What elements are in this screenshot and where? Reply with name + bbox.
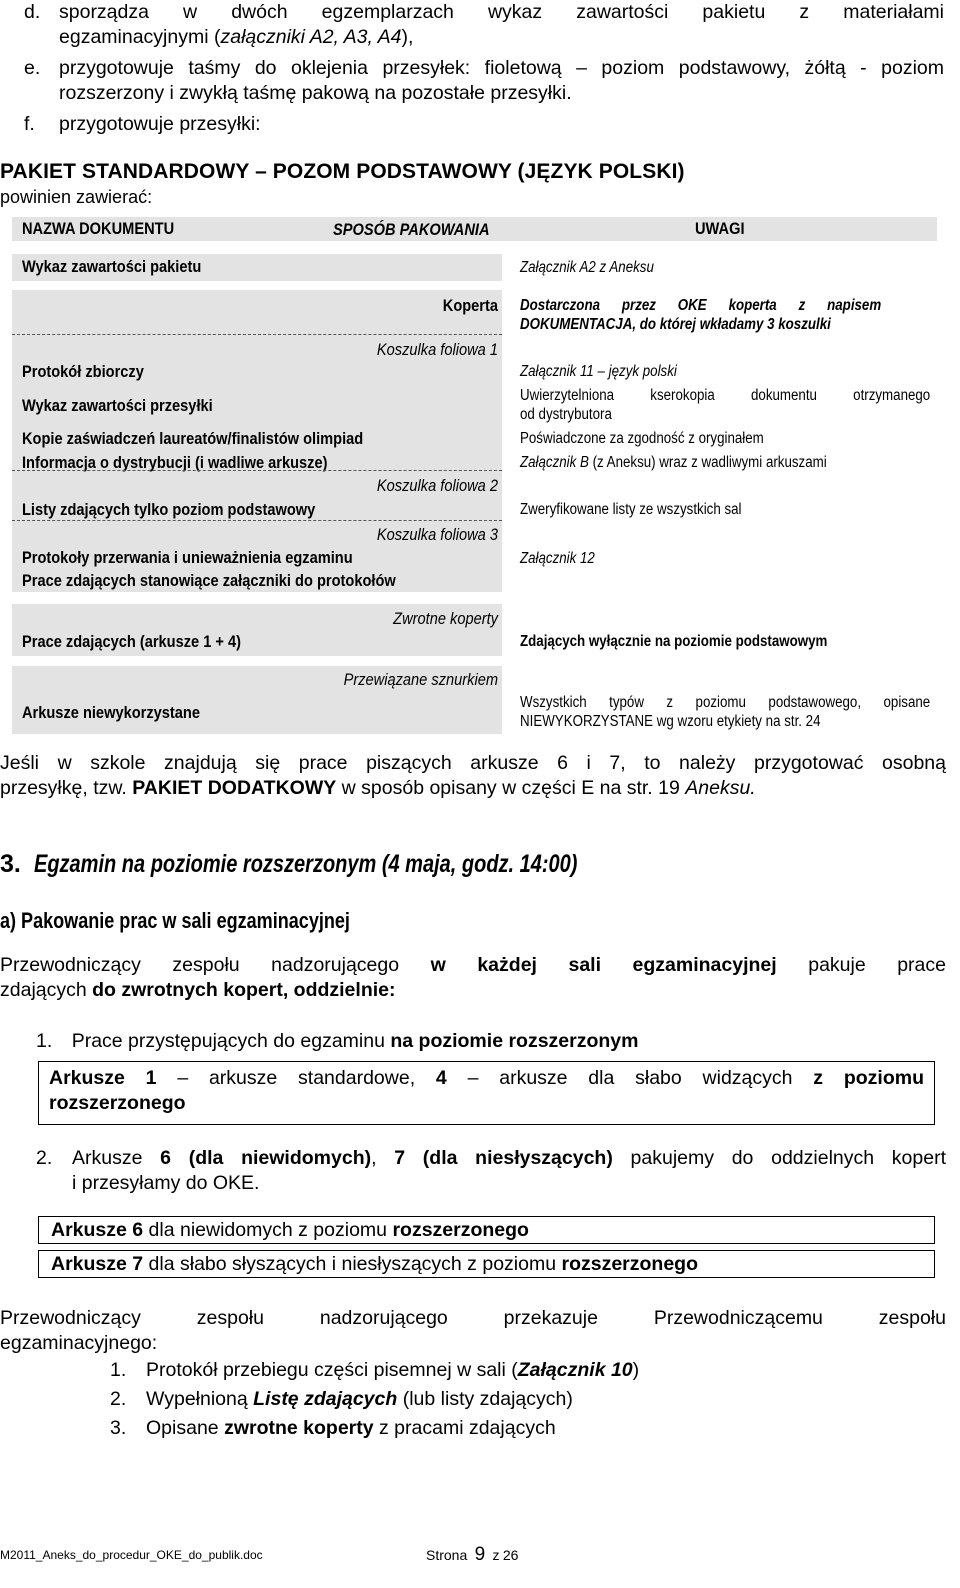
after-table-paragraph [0, 751, 946, 801]
note-text: Załącznik 11 – język polski [520, 363, 677, 380]
text-part: przesyłkę, tzw. [0, 777, 133, 799]
footer-filename: M2011_Aneks_do_procedur_OKE_do_publik.doc [0, 1548, 263, 1562]
text-part: , [371, 1147, 395, 1169]
row-wykaz: Wykaz zawartości pakietu [22, 257, 202, 276]
list-text: przygotowuje taśmy do oklejenia przesyłek: fioletową – poziom podstawowy, żółtą - poziom [59, 57, 944, 79]
text-part: dla słabo słyszących i niesłyszących z poziomu [143, 1253, 562, 1275]
paragraph-line: Przewodniczący zespołu nadzorującego przekazuje Przewodniczącemu zespołu [0, 1307, 946, 1329]
list-item-d-cont [59, 25, 944, 50]
text-part: – arkusze standardowe, [156, 1067, 436, 1089]
text-part: pakujemy do oddzielnych kopert [612, 1147, 947, 1169]
section-3-heading [0, 850, 713, 879]
text-part: Arkusze [72, 1147, 161, 1169]
divider [12, 520, 502, 521]
list-item-e-cont [59, 81, 944, 106]
text-part: – arkusze dla słabo widzących [446, 1067, 814, 1089]
text-bold: rozszerzonego [561, 1253, 699, 1275]
page-label: Strona [426, 1547, 468, 1563]
text-bold-italic: Załącznik 10 [517, 1359, 633, 1381]
text-bold: 7 (dla niesłyszących) [394, 1147, 613, 1169]
box-line: rozszerzonego [49, 1092, 186, 1114]
row-protokoly: Protokoły przerwania i unieważnienia egzaminu [22, 548, 353, 567]
list-text-part: egzaminacyjnymi ( [59, 26, 221, 48]
text-part: pakuje prace [776, 954, 946, 976]
text-bold: do zwrotnych kopert, oddzielnie: [92, 979, 396, 1001]
note-wykaz [520, 258, 881, 277]
note-text-italic: Załącznik B [520, 454, 589, 471]
note-prace: Zdających wyłącznie na poziomie podstawowym [520, 633, 828, 650]
page-number: 9 [474, 1544, 486, 1565]
list-label: f. [24, 113, 35, 135]
list-label: e. [24, 57, 41, 79]
item-number: 1. [36, 1030, 53, 1052]
row-kopie: Kopie zaświadczeń laureatów/finalistów olimpiad [22, 429, 364, 448]
text-bold: 4 [435, 1067, 447, 1089]
item-number: 2. [110, 1388, 127, 1410]
row-prace-zal: Prace zdających stanowiące załączniki do protokołów [22, 571, 396, 590]
row-informacja: Informacja o dystrybucji (i wadliwe arkusze) [22, 453, 328, 472]
row-koszulka-3: Koszulka foliowa 3 [376, 525, 498, 544]
subsection-title: a) Pakowanie prac w sali egzaminacyjnej [0, 908, 350, 933]
text-part: dla niewidomych z poziomu [143, 1219, 393, 1241]
note-listy: Zweryfikowane listy ze wszystkich sal [520, 501, 742, 518]
item-2 [36, 1146, 946, 1196]
list-text-part: ), [401, 26, 414, 48]
text-bold: Arkusze 1 [49, 1067, 157, 1089]
list-item-d [24, 0, 944, 25]
note-text: Uwierzytelniona kserokopia dokumentu otrzymanego [520, 387, 931, 404]
text-bold: zwrotne koperty [224, 1417, 374, 1439]
header-name: NAZWA DOKUMENTU [22, 219, 175, 238]
header-notes: UWAGI [695, 219, 745, 238]
instructions-list [24, 0, 944, 137]
note-kopie: Poświadczone za zgodność z oryginałem [520, 430, 764, 447]
handover-item [110, 1387, 639, 1416]
text-part: w sposób opisany w części E na str. 19 [336, 777, 686, 799]
text-bold: 6 (dla niewidomych) [160, 1147, 372, 1169]
row-listy: Listy zdających tylko poziom podstawowy [22, 500, 316, 519]
text-part: ) [632, 1359, 640, 1381]
section-number: 3. [0, 850, 21, 878]
note-text: NIEWYKORZYSTANE wg wzoru etykiety na str. 24 [520, 713, 821, 730]
note-wykaz-przesylki [520, 386, 940, 424]
row-prace: Prace zdających (arkusze 1 + 4) [22, 632, 242, 651]
note-text: Dostarczona przez OKE koperta z napisem [520, 297, 882, 314]
item-number: 1. [110, 1359, 127, 1381]
handover-list [110, 1358, 639, 1445]
note-koperta [520, 296, 940, 334]
list-text: rozszerzony i zwykłą taśmę pakową na pozostałe przesyłki. [59, 82, 572, 104]
paragraph-line [0, 776, 946, 801]
section-title: Egzamin na poziomie rozszerzonym (4 maja, godz. 14:00) [33, 850, 578, 878]
row-zwrotne: Zwrotne koperty [393, 609, 498, 628]
text-bold-italic: Listę zdających [253, 1388, 398, 1410]
item-2-line [36, 1146, 946, 1171]
note-text: DOKUMENTACJA, do której wkładamy 3 koszulki [520, 316, 831, 333]
paragraph-line [0, 978, 946, 1003]
list-label: d. [24, 1, 41, 23]
list-item-e [24, 56, 944, 81]
item-text [72, 1146, 946, 1171]
row-protokol: Protokół zbiorczy [22, 362, 144, 381]
item-text: i przesyłamy do OKE. [72, 1172, 260, 1194]
text-bold: PAKIET DODATKOWY [132, 777, 337, 799]
text-bold: na poziomie rozszerzonym [390, 1030, 639, 1052]
box-arkusze-6 [38, 1216, 935, 1244]
section-3a-heading [0, 908, 427, 934]
note-koperta-line1 [520, 296, 940, 315]
list-text: sporządza w dwóch egzemplarzach wykaz zawartości pakietu z materiałami [59, 1, 944, 23]
text-bold: w każdej sali egzaminacyjnej [430, 954, 777, 976]
text-part: zdających [0, 979, 93, 1001]
box-line [49, 1066, 924, 1091]
note-text: od dystrybutora [520, 406, 612, 423]
paragraph-line: egzaminacyjnego: [0, 1332, 158, 1354]
item-number: 3. [110, 1417, 127, 1439]
item-1 [36, 1029, 639, 1054]
list-text [59, 25, 413, 50]
header-method: SPOSÓB PAKOWANIA [333, 220, 490, 239]
package-title: PAKIET STANDARDOWY – POZOM PODSTAWOWY (JĘZYK POLSKI) [0, 160, 685, 183]
row-arkusze: Arkusze niewykorzystane [22, 703, 200, 722]
text-part: Protokół przebiegu części pisemnej w sali ( [146, 1359, 518, 1381]
handover-item [110, 1416, 639, 1445]
note-text: Załącznik 12 [520, 550, 595, 567]
note-arkusze [520, 693, 940, 731]
text-part: Przewodniczący zespołu nadzorującego [0, 954, 431, 976]
footer-page [426, 1544, 518, 1566]
divider [12, 334, 502, 335]
text-bold: Arkusze 6 [51, 1219, 144, 1241]
list-text: przygotowuje przesyłki: [59, 113, 261, 135]
row-koszulka-2: Koszulka foliowa 2 [376, 476, 498, 495]
text-part: Opisane [146, 1417, 225, 1439]
page-total: 26 [502, 1547, 519, 1563]
paragraph-line: Jeśli w szkole znajdują się prace piszących arkusze 6 i 7, to należy przygotować osobną [0, 752, 946, 774]
text-part: Wypełnioną [146, 1388, 254, 1410]
text-bold: z poziomu [813, 1067, 924, 1089]
note-text: Załącznik A2 z Aneksu [520, 259, 654, 276]
text-part: Prace przystępujących do egzaminu [71, 1030, 391, 1052]
list-item-f [24, 112, 944, 137]
handover-item [110, 1358, 639, 1387]
row-koperta: Koperta [442, 296, 498, 315]
paragraph-line [0, 953, 946, 978]
text-part: (lub listy zdających) [397, 1388, 573, 1410]
note-protokol [520, 362, 881, 381]
section-3-paragraph [0, 953, 946, 1003]
note-text: Wszystkich typów z poziomu podstawowego, opisane [520, 694, 931, 711]
handover-paragraph [0, 1306, 946, 1356]
text-bold: rozszerzonego [392, 1219, 529, 1241]
box-arkusze-7 [38, 1250, 935, 1278]
text-bold: Arkusze 7 [51, 1253, 144, 1275]
package-subtitle: powinien zawierać: [0, 187, 153, 207]
list-text-italic: załączniki A2, A3, A4 [220, 26, 402, 48]
note-protokoly [520, 549, 881, 568]
text-italic: Aneksu. [685, 777, 756, 799]
row-przewiazane: Przewiązane sznurkiem [343, 670, 498, 689]
row-koszulka-1: Koszulka foliowa 1 [376, 340, 498, 359]
text-part: z pracami zdających [373, 1417, 556, 1439]
note-informacja [520, 453, 881, 472]
divider [12, 470, 502, 471]
box-arkusze-1-4 [38, 1061, 935, 1125]
page-of: z [492, 1547, 500, 1563]
row-wykaz-przesylki: Wykaz zawartości przesyłki [22, 396, 213, 415]
note-text: (z Aneksu) wraz z wadliwymi arkuszami [588, 454, 827, 471]
item-number: 2. [36, 1147, 53, 1169]
